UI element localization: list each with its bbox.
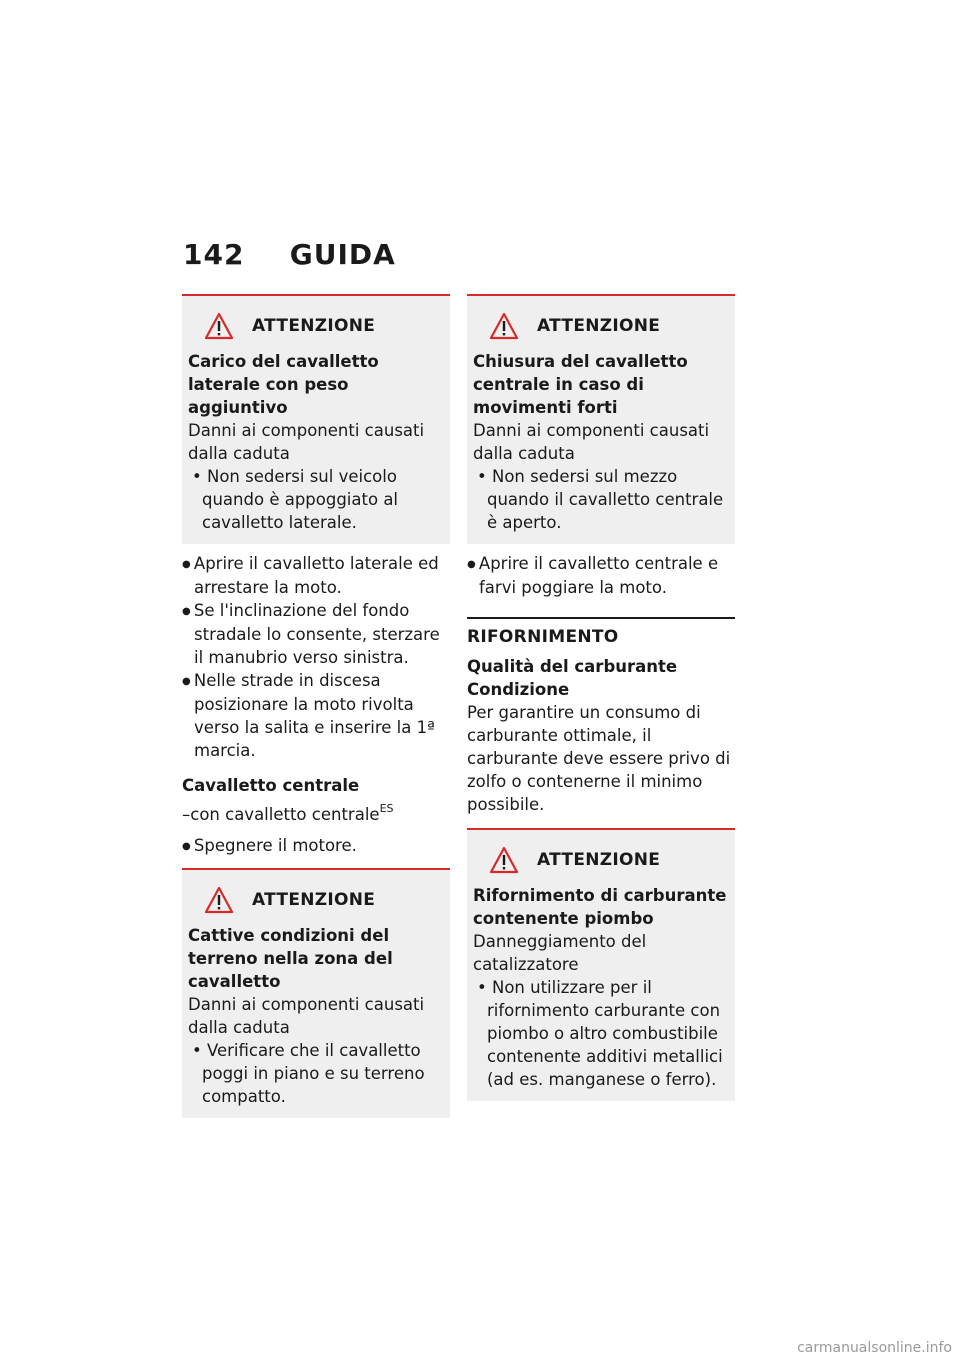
warning-label: ATTENZIONE <box>537 316 661 336</box>
warning-header <box>188 880 442 920</box>
page-number: 142 <box>183 238 245 271</box>
warning-header <box>473 840 727 880</box>
steps-list <box>182 552 450 762</box>
step-item: ● Se l'inclinazione del fondo stradale lo consente, sterzare il manubrio verso sinistra. <box>182 599 450 669</box>
warning-item: • Verificare che il cavalletto poggi in piano e su terreno compatto. <box>188 1039 442 1108</box>
warning-list <box>473 976 727 1091</box>
step-item: ● Spegnere il motore. <box>182 834 450 858</box>
warning-list <box>473 465 727 534</box>
warning-title: Chiusura del cavalletto centrale in caso di movimenti forti <box>473 352 688 417</box>
warning-triangle-icon <box>489 846 519 874</box>
warning-label: ATTENZIONE <box>252 890 376 910</box>
warning-title: Carico del cavalletto laterale con peso aggiuntivo <box>188 352 379 417</box>
warning-description: Danneggiamento del catalizzatore <box>473 932 647 974</box>
section-rule <box>467 617 735 619</box>
page-header <box>183 238 396 271</box>
equipment-badge: ES <box>379 802 394 815</box>
warning-list <box>188 1039 442 1108</box>
step-item: ● Nelle strade in discesa posizionare la moto rivolta verso la salita e inserire la 1ª marcia. <box>182 669 450 762</box>
warning-box-lead-fuel <box>467 830 735 1101</box>
steps-list <box>182 834 450 858</box>
warning-triangle-icon <box>489 312 519 340</box>
warning-item: • Non sedersi sul mezzo quando il cavalletto centrale è aperto. <box>473 465 727 534</box>
warning-label: ATTENZIONE <box>252 316 376 336</box>
steps-list <box>467 552 735 599</box>
warning-description: Danni ai componenti causati dalla caduta <box>473 421 710 463</box>
warning-header <box>473 306 727 346</box>
condition-line <box>182 797 450 826</box>
warning-title: Rifornimento di carburante contenente piombo <box>473 886 727 928</box>
warning-header <box>188 306 442 346</box>
condition-label: Condizione <box>467 680 570 699</box>
warning-triangle-icon <box>204 886 234 914</box>
section-title: RIFORNIMENTO <box>467 627 619 647</box>
body-text: Per garantire un consumo di carburante ottimale, il carburante deve essere privo di zolfo o contenerne il minimo possibile. <box>467 703 731 814</box>
watermark: carmanualsonline.info <box>797 1340 952 1356</box>
condition-text: –con cavalletto centrale <box>182 805 380 824</box>
warning-box-center-stand <box>467 294 735 544</box>
subsection-title: Qualità del carburante <box>467 657 678 676</box>
step-item: ● Aprire il cavalletto laterale ed arrestare la moto. <box>182 552 450 599</box>
warning-item: • Non utilizzare per il rifornimento carburante con piombo o altro combustibile contenente additivi metallici (ad es. manganese o ferro). <box>473 976 727 1091</box>
warning-label: ATTENZIONE <box>537 850 661 870</box>
warning-item: • Non sedersi sul veicolo quando è appoggiato al cavalletto laterale. <box>188 465 442 534</box>
warning-description: Danni ai componenti causati dalla caduta <box>188 995 425 1037</box>
left-column <box>182 294 450 1118</box>
warning-description: Danni ai componenti causati dalla caduta <box>188 421 425 463</box>
warning-triangle-icon <box>204 312 234 340</box>
warning-box-side-stand <box>182 294 450 544</box>
warning-box-ground <box>182 870 450 1118</box>
warning-title: Cattive condizioni del terreno nella zona del cavalletto <box>188 926 393 991</box>
step-item: ● Aprire il cavalletto centrale e farvi poggiare la moto. <box>467 552 735 599</box>
warning-list <box>188 465 442 534</box>
section-name: GUIDA <box>289 238 396 271</box>
right-column <box>467 294 735 1101</box>
subsection-title: Cavalletto centrale <box>182 776 360 795</box>
